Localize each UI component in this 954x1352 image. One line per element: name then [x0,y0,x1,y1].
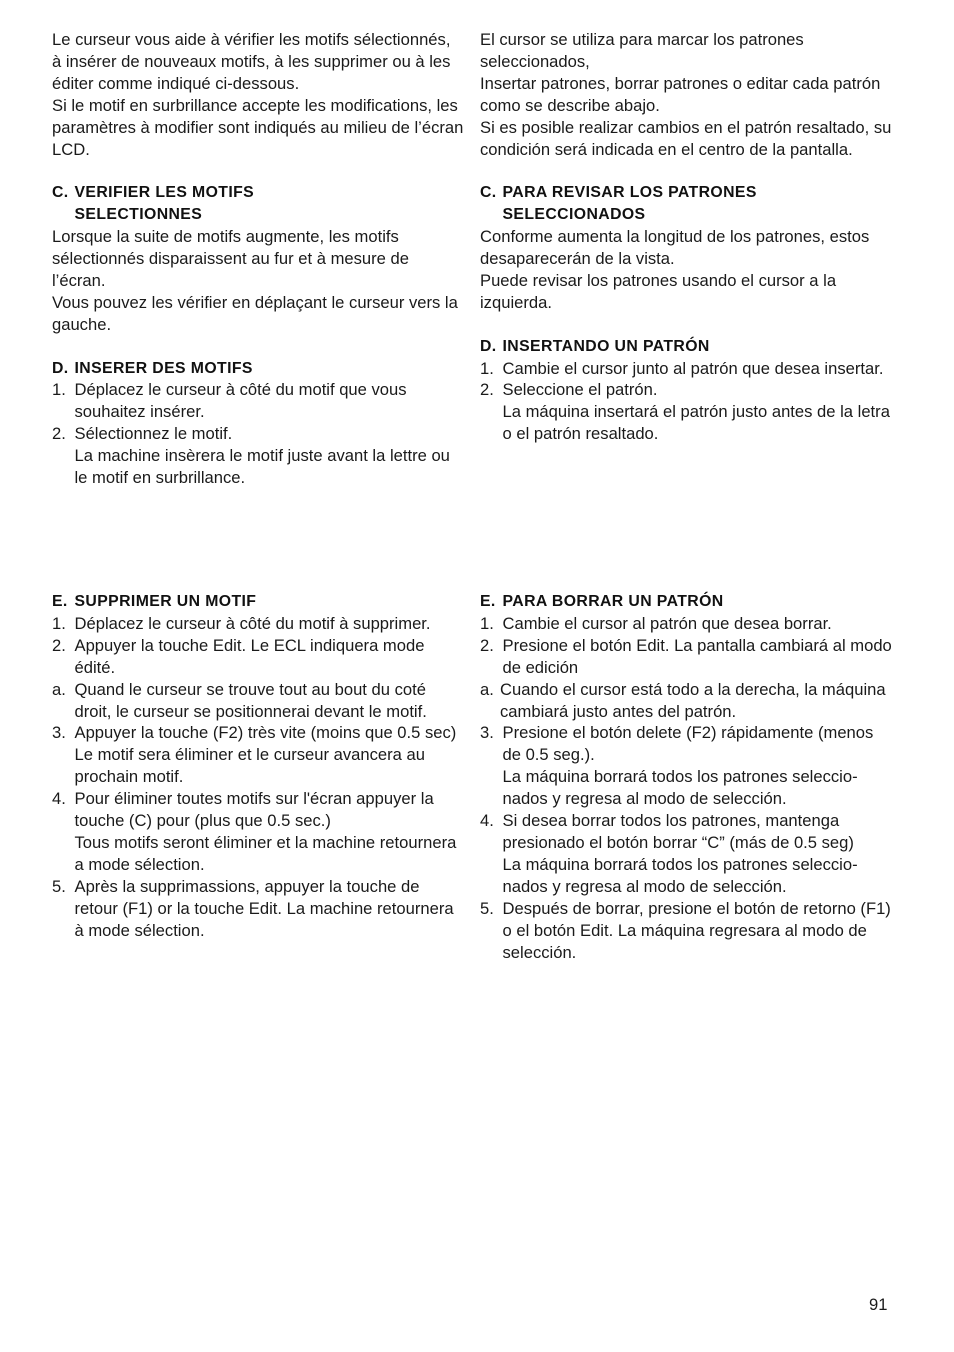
es-e-item-4-cont: La máquina borrará todos los patrones seleccio-nados y regresa al modo de selección. [502,854,858,896]
es-e-item-3-cont: La máquina borrará todos los patrones seleccio-nados y regresa al modo de selección. [502,767,858,809]
fr-c-paragraph-1: Lorsque la suite de motifs augmente, les motifs sélectionnés disparaissent au fur et à mesure de l’écran. [52,227,409,290]
fr-section-e-heading: E. SUPPRIMER UN MOTIF [52,593,257,610]
page-number: 91 [869,1295,888,1314]
fr-e-item-4: 4. Pour éliminer toutes motifs sur l'écran appuyer la touche (C) pour (plus que 0.5 sec.) [52,789,434,831]
fr-d-item-2: 2. Sélectionnez le motif. [52,424,233,444]
es-e-item-1: 1. Cambie el cursor al patrón que desea borrar. [480,613,832,633]
spanish-top-column [480,29,892,445]
es-intro-3: Si es posible realizar cambios en el patrón resaltado, su condición será indicada en el centro de la pantalla. [480,117,892,159]
french-top-column [52,29,464,489]
fr-d-item-1: 1. Déplacez le curseur à côté du motif que vous souhaitez insérer. [52,380,407,422]
fr-intro-1: Le curseur vous aide à vérifier les motifs sélectionnés, à insérer de nouveaux motifs, à les supprimer ou à les éditer comme indiqué ci-dessous. [52,30,451,93]
french-section-e [52,591,464,942]
es-d-item-1: 1. Cambie el cursor junto al patrón que desea insertar. [480,358,884,378]
es-section-c-heading: C. PARA REVISAR LOS PATRONES SELECCIONADOS [480,184,757,224]
es-section-e-heading: E. PARA BORRAR UN PATRÓN [480,593,724,610]
es-section-d-heading: D. INSERTANDO UN PATRÓN [480,337,710,355]
es-e-item-5: 5. Después de borrar, presione el botón de retorno (F1) o el botón Edit. La máquina regresara al modo de selección. [480,898,891,962]
spanish-section-e [480,591,892,963]
es-intro-1: El cursor se utiliza para marcar los patrones seleccionados, [480,30,804,71]
fr-intro-2: Si le motif en surbrillance accepte les modifications, les paramètres à modifier sont indiqués au milieu de l’écran LCD. [52,95,464,159]
fr-e-item-1: 1. Déplacez le curseur à côté du motif à supprimer. [52,613,431,633]
es-e-item-3: 3. Presione el botón delete (F2) rápidamente (menos de 0.5 seg.). [480,723,874,765]
es-e-item-4: 4. Si desea borrar todos los patrones, mantenga presionado el botón borrar “C” (más de 0.5 seg) [480,811,854,852]
es-e-item-a: a. Cuando el cursor está todo a la derecha, la máquina cambiará justo antes del patrón. [480,679,886,721]
es-intro-2: Insertar patrones, borrar patrones o editar cada patrón como se describe abajo. [480,73,881,115]
es-d-item-2: 2. Seleccione el patrón. [480,380,658,400]
fr-e-item-2: 2. Appuyer la touche Edit. Le ECL indiquera mode édité. [52,635,425,677]
fr-d-item-2-cont: La machine insèrera le motif juste avant la lettre ou le motif en surbrillance. [74,446,450,488]
fr-c-paragraph-2: Vous pouvez les vérifier en déplaçant le curseur vers la gauche. [52,292,458,334]
es-c-paragraph-1: Conforme aumenta la longitud de los patrones, estos desaparecerán de la vista. [480,227,870,269]
fr-e-item-3-cont: Le motif sera éliminer et le curseur avancera au prochain motif. [74,745,425,787]
fr-section-d-heading: D. INSERER DES MOTIFS [52,359,253,377]
fr-e-item-5: 5. Après la supprimassions, appuyer la touche de retour (F1) or la touche Edit. La machine retournera à mode sélection. [52,876,454,940]
fr-section-c-heading: C. VERIFIER LES MOTIFS SELECTIONNES [52,184,255,224]
es-d-item-2-cont: La máquina insertará el patrón justo antes de la letra o el patrón resaltado. [502,402,890,444]
es-c-paragraph-2: Puede revisar los patrones usando el cursor a la izquierda. [480,270,837,312]
fr-e-item-4-cont: Tous motifs seront éliminer et la machine retournera a mode sélection. [74,832,457,874]
fr-e-item-a: a. Quand le curseur se trouve tout au bout du coté droit, le curseur se positionnerai devant le motif. [52,679,427,721]
fr-e-item-3: 3. Appuyer la touche (F2) très vite (moins que 0.5 sec) [52,723,457,743]
es-e-item-2: 2. Presione el botón Edit. La pantalla cambiará al modo de edición [480,635,892,677]
